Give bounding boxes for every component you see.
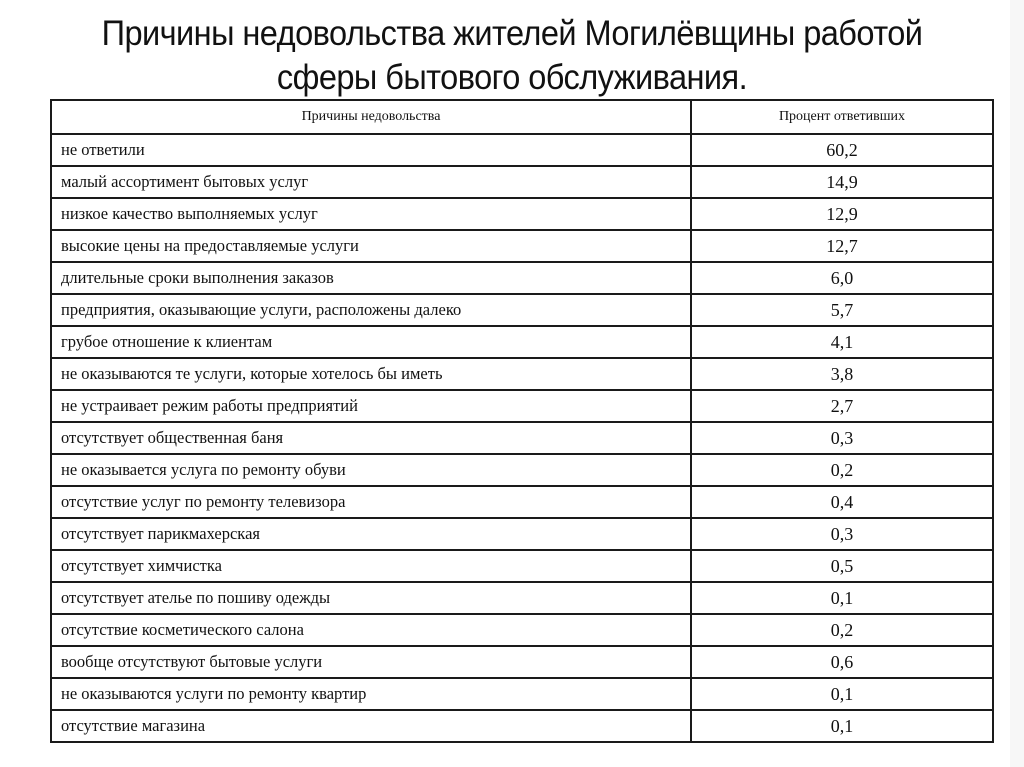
reason-cell: отсутствует химчистка (51, 550, 691, 582)
table-body (51, 134, 993, 742)
percent-cell: 5,7 (691, 294, 993, 326)
reason-cell: вообще отсутствуют бытовые услуги (51, 646, 691, 678)
percent-cell: 0,1 (691, 710, 993, 742)
table-row (51, 614, 993, 646)
header-percent: Процент ответивших (691, 100, 993, 134)
title-line-1: Причины недовольства жителей Могилёвщины работой (101, 14, 923, 53)
percent-cell: 60,2 (691, 134, 993, 166)
reason-cell: высокие цены на предоставляемые услуги (51, 230, 691, 262)
reason-cell: не ответили (51, 134, 691, 166)
percent-cell: 12,9 (691, 198, 993, 230)
percent-cell: 0,2 (691, 454, 993, 486)
percent-cell: 12,7 (691, 230, 993, 262)
title-line-2: сферы бытового обслуживания. (276, 58, 748, 97)
table-row (51, 422, 993, 454)
percent-cell: 3,8 (691, 358, 993, 390)
reason-cell: отсутствует ателье по пошиву одежды (51, 582, 691, 614)
percent-cell: 14,9 (691, 166, 993, 198)
reason-cell: отсутствие услуг по ремонту телевизора (51, 486, 691, 518)
table-row (51, 646, 993, 678)
table-row (51, 678, 993, 710)
percent-cell: 0,1 (691, 678, 993, 710)
table-container (50, 99, 992, 743)
percent-cell: 0,4 (691, 486, 993, 518)
percent-cell: 0,6 (691, 646, 993, 678)
table-row (51, 454, 993, 486)
table-row (51, 358, 993, 390)
dissatisfaction-table (50, 99, 994, 743)
table-row (51, 486, 993, 518)
percent-cell: 0,3 (691, 518, 993, 550)
reason-cell: отсутствие косметического салона (51, 614, 691, 646)
reason-cell: не оказываются те услуги, которые хотелось бы иметь (51, 358, 691, 390)
reason-cell: не оказывается услуга по ремонту обуви (51, 454, 691, 486)
table-row (51, 390, 993, 422)
slide-edge (1010, 0, 1024, 767)
table-row (51, 262, 993, 294)
reason-cell: предприятия, оказывающие услуги, расположены далеко (51, 294, 691, 326)
reason-cell: малый ассортимент бытовых услуг (51, 166, 691, 198)
table-row (51, 710, 993, 742)
reason-cell: не оказываются услуги по ремонту квартир (51, 678, 691, 710)
table-row (51, 230, 993, 262)
reason-cell: длительные сроки выполнения заказов (51, 262, 691, 294)
reason-cell: отсутствует общественная баня (51, 422, 691, 454)
percent-cell: 4,1 (691, 326, 993, 358)
table-row (51, 198, 993, 230)
percent-cell: 0,2 (691, 614, 993, 646)
table-row (51, 326, 993, 358)
reason-cell: низкое качество выполняемых услуг (51, 198, 691, 230)
table-row (51, 550, 993, 582)
percent-cell: 0,5 (691, 550, 993, 582)
percent-cell: 2,7 (691, 390, 993, 422)
reason-cell: грубое отношение к клиентам (51, 326, 691, 358)
table-row (51, 134, 993, 166)
percent-cell: 6,0 (691, 262, 993, 294)
reason-cell: отсутствует парикмахерская (51, 518, 691, 550)
percent-cell: 0,1 (691, 582, 993, 614)
table-row (51, 294, 993, 326)
table-row (51, 518, 993, 550)
percent-cell: 0,3 (691, 422, 993, 454)
table-row (51, 166, 993, 198)
reason-cell: отсутствие магазина (51, 710, 691, 742)
header-reasons: Причины недовольства (51, 100, 691, 134)
table-row (51, 582, 993, 614)
slide-title (36, 12, 988, 100)
reason-cell: не устраивает режим работы предприятий (51, 390, 691, 422)
table-header-row (51, 100, 993, 134)
